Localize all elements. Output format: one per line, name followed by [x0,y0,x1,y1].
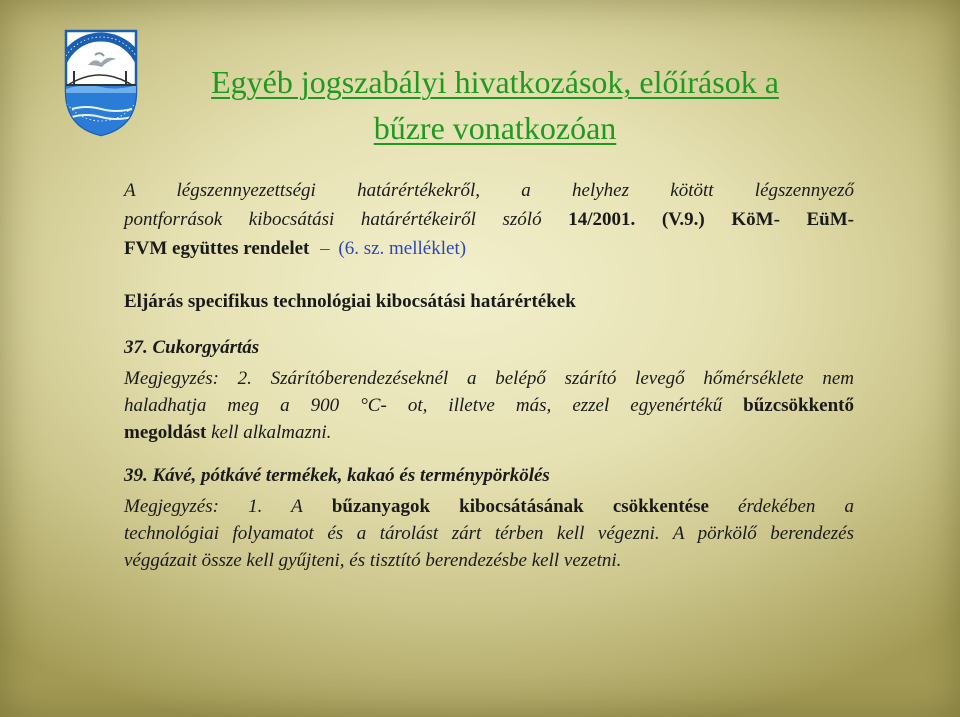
regulation-line-3 [124,234,854,263]
note-text: haladhatja meg a 900 °C- ot, illetve más, ezzel egyenértékű [124,395,723,416]
section-39-note-line-1 [124,492,854,521]
regulation-line-1 [124,176,854,205]
page-title-line-1: Egyéb jogszabályi hivatkozások, előírások a [211,64,779,100]
annex-reference: (6. sz. melléklet) [338,238,467,259]
regulation-reference: 14/2001. (V.9.) KöM- EüM- [568,209,854,230]
note-text: érdekében a [738,496,855,517]
note-emphasis: bűzcsökkentő [743,395,855,416]
page-title-line-2: bűzre vonatkozóan [373,110,617,146]
dash-separator: – [320,238,330,259]
section-39-heading: 39. Kávé, pótkávé termékek, kakaó és terménypörkölés [124,465,550,486]
section-39-note-line-3: véggázait össze kell gyűjteni, és tisztító berendezésbe kell vezetni. [124,550,622,571]
note-emphasis: bűzanyagok kibocsátásának csökkentése [331,496,709,517]
section-39-note-line-2: technológiai folyamatot és a tárolást zárt térben kell végezni. A pörkölő berendezés [124,523,854,544]
section-37-note-line-3 [124,418,854,447]
regulation-text: pontforrások kibocsátási határértékeiről szóló [124,209,542,230]
note-text: Megjegyzés: 1. A [124,496,303,517]
section-37-heading: 37. Cukorgyártás [124,337,260,358]
note-emphasis: megoldást [124,422,207,443]
regulation-line-2 [124,205,854,234]
section-37-note-line-2 [124,391,854,420]
section-37-note-line-1: Megjegyzés: 2. Szárítóberendezéseknél a belépő szárító levegő hőmérséklete nem [124,368,854,389]
regulation-text: A légszennyezettségi határértékekről, a helyhez kötött légszennyező [124,180,854,201]
note-text: kell alkalmazni. [211,422,332,443]
procedure-heading: Eljárás specifikus technológiai kibocsátási határértékek [124,291,576,312]
regulation-reference: FVM együttes rendelet [124,238,310,259]
